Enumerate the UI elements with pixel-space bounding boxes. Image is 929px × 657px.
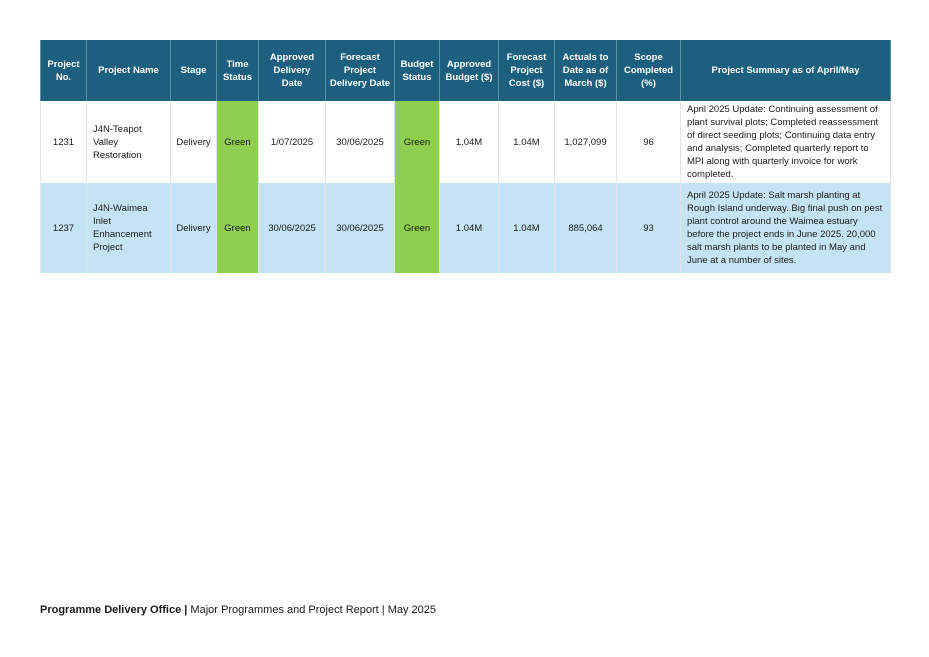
header-budget-status: Budget Status — [395, 40, 440, 101]
cell-forecast-delivery-date: 30/06/2025 — [326, 101, 395, 183]
footer-org: Programme Delivery Office | — [40, 604, 188, 616]
cell-project-no: 1231 — [41, 101, 87, 183]
header-stage: Stage — [171, 40, 217, 101]
header-time-status: Time Status — [217, 40, 259, 101]
cell-forecast-cost: 1.04M — [499, 101, 555, 183]
cell-approved-budget: 1.04M — [440, 101, 499, 183]
header-forecast-cost: Forecast Project Cost ($) — [499, 40, 555, 101]
cell-budget-status: Green — [395, 101, 440, 183]
header-forecast-delivery-date: Forecast Project Delivery Date — [326, 40, 395, 101]
table-header-row — [41, 40, 891, 101]
cell-budget-status: Green — [395, 183, 440, 273]
cell-stage: Delivery — [171, 183, 217, 273]
project-status-table — [40, 40, 891, 273]
cell-forecast-delivery-date: 30/06/2025 — [326, 183, 395, 273]
header-project-name: Project Name — [87, 40, 171, 101]
page-footer — [40, 604, 436, 616]
header-actuals-to-date: Actuals to Date as of March ($) — [555, 40, 617, 101]
cell-project-name: J4N-Teapot Valley Restoration — [87, 101, 171, 183]
header-scope-completed: Scope Completed (%) — [617, 40, 681, 101]
table-row — [41, 183, 891, 273]
cell-actuals-to-date: 885,064 — [555, 183, 617, 273]
cell-scope-completed: 96 — [617, 101, 681, 183]
cell-time-status: Green — [217, 101, 259, 183]
footer-report-title: Major Programmes and Project Report | May 2025 — [187, 604, 437, 616]
cell-project-no: 1237 — [41, 183, 87, 273]
header-approved-delivery-date: Approved Delivery Date — [259, 40, 326, 101]
cell-approved-delivery-date: 1/07/2025 — [259, 101, 326, 183]
cell-project-summary: April 2025 Update: Continuing assessment of plant survival plots; Completed reassessment of direct seeding plots; Continuing data entry and analysis; Completed quarterly report to MPI along with quarterly invoice for work completed. — [681, 101, 891, 183]
cell-stage: Delivery — [171, 101, 217, 183]
cell-project-summary: April 2025 Update: Salt marsh planting at Rough Island underway. Big final push on pest plant control around the Waimea estuary before the project ends in June 2025. 20,000 salt marsh plants to be planted in May and June at a number of sites. — [681, 183, 891, 273]
header-project-summary: Project Summary as of April/May — [681, 40, 891, 101]
cell-forecast-cost: 1.04M — [499, 183, 555, 273]
header-project-no: Project No. — [41, 40, 87, 101]
header-approved-budget: Approved Budget ($) — [440, 40, 499, 101]
cell-project-name: J4N-Waimea Inlet Enhancement Project — [87, 183, 171, 273]
cell-scope-completed: 93 — [617, 183, 681, 273]
cell-approved-budget: 1.04M — [440, 183, 499, 273]
table-row — [41, 101, 891, 183]
cell-actuals-to-date: 1,027,099 — [555, 101, 617, 183]
cell-approved-delivery-date: 30/06/2025 — [259, 183, 326, 273]
cell-time-status: Green — [217, 183, 259, 273]
